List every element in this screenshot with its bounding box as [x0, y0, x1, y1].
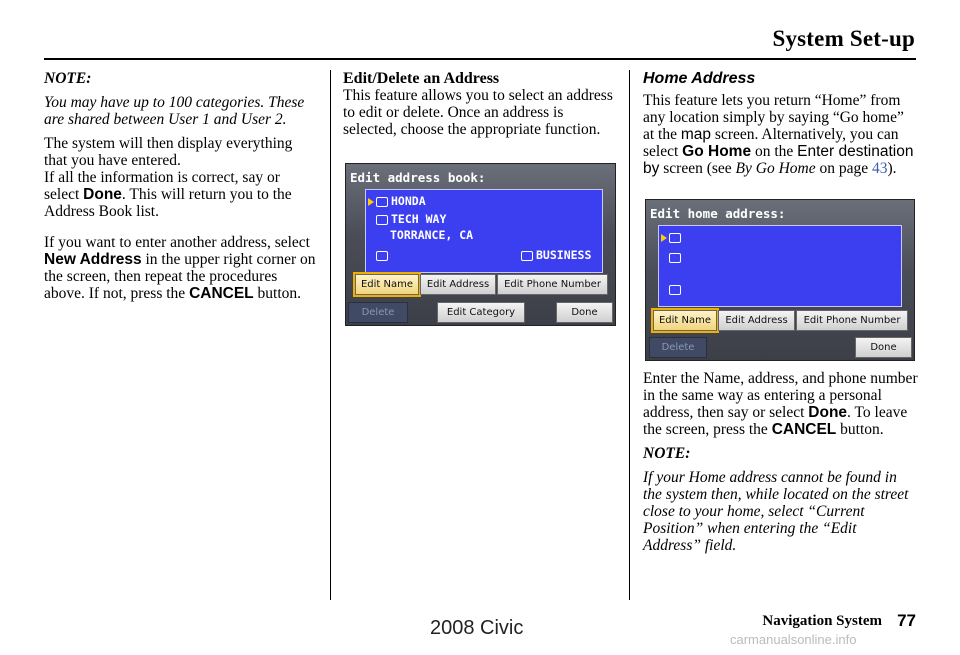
home-address-row[interactable]: [669, 250, 684, 264]
paragraph-home-enter: Enter the Name, address, and phone number in the same way as entering a personal address, then say or select Done. To leave the screen, press the CANCEL button.: [643, 370, 918, 438]
cursor-icon: [661, 234, 667, 242]
done-button[interactable]: Done: [556, 302, 613, 323]
home-icon: [669, 253, 681, 263]
cursor-icon: [368, 198, 374, 206]
home-icon: [376, 215, 388, 225]
paragraph-correct: If all the information is correct, say or select Done. This will return you to the Address Book list.: [44, 169, 292, 220]
done-button[interactable]: Done: [855, 337, 912, 358]
category-icon: [521, 251, 533, 261]
footer-section-name: Navigation System: [762, 613, 882, 629]
screen-title: Edit address book:: [350, 170, 486, 185]
paragraph-another: If you want to enter another address, select New Address in the upper right corner on the screen, then repeat the procedures above. If not, press the CANCEL button.: [44, 234, 316, 302]
home-phone-row[interactable]: [669, 282, 684, 296]
phone-row[interactable]: [376, 248, 391, 262]
phone-icon: [669, 285, 681, 295]
screen-title: Edit home address:: [650, 206, 786, 221]
page-header-title: System Set-up: [772, 26, 915, 51]
edit-name-button[interactable]: Edit Name: [355, 274, 419, 295]
note-title: NOTE:: [44, 70, 92, 87]
column-divider-1: [330, 70, 331, 600]
watermark-site: carmanualsonline.info: [730, 632, 857, 647]
edit-name-button[interactable]: Edit Name: [653, 310, 717, 331]
middle-column: [343, 70, 621, 138]
watermark-text: 2008 Civic: [430, 617, 524, 639]
paragraph-edit-delete: This feature allows you to select an address to edit or delete. Once an address is selected, choose the appropriate function.: [343, 87, 613, 138]
paragraph-entered: The system will then display everything that you have entered.: [44, 135, 293, 169]
edit-address-button[interactable]: Edit Address: [420, 274, 496, 295]
right-column-top: [643, 70, 918, 177]
note-title: NOTE:: [643, 445, 691, 462]
home-name-row[interactable]: [669, 230, 684, 244]
note-text: If your Home address cannot be found in the system then, while located on the street close to your home, select “Current Position” when entering the “Edit Address” field.: [643, 469, 909, 554]
edit-home-address-screen: [645, 199, 915, 361]
header-rule: [44, 58, 916, 60]
address-street-row[interactable]: TECH WAY: [376, 212, 446, 226]
edit-category-button[interactable]: Edit Category: [437, 302, 525, 323]
delete-button[interactable]: Delete: [348, 302, 408, 323]
section-heading-edit-delete: Edit/Delete an Address: [343, 70, 500, 87]
category-row[interactable]: BUSINESS: [521, 248, 591, 262]
phone-icon: [376, 251, 388, 261]
edit-phone-number-button[interactable]: Edit Phone Number: [497, 274, 608, 295]
edit-address-button[interactable]: Edit Address: [718, 310, 795, 331]
home-address-panel: [658, 225, 902, 307]
delete-button[interactable]: Delete: [649, 337, 707, 358]
section-heading-home-address: Home Address: [643, 70, 756, 87]
footer-page-number: 77: [897, 611, 916, 630]
address-name-row[interactable]: HONDA: [376, 194, 426, 208]
column-divider-2: [629, 70, 630, 600]
name-icon: [669, 233, 681, 243]
edit-address-book-screen: [345, 163, 616, 326]
paragraph-home-intro: This feature lets you return “Home” from any location simply by saying “Go home” at the map screen. Alternatively, you can select Go Home on the Enter destination by screen (see By Go Home on page 43).: [643, 92, 914, 177]
edit-phone-number-button[interactable]: Edit Phone Number: [796, 310, 908, 331]
right-column-bottom: [643, 370, 918, 554]
address-city-row: TORRANCE, CA: [390, 228, 474, 242]
address-panel: [365, 189, 603, 273]
note-text: You may have up to 100 categories. These are shared between User 1 and User 2.: [44, 94, 305, 128]
left-column: [44, 68, 319, 302]
name-icon: [376, 197, 388, 207]
page-link[interactable]: 43: [872, 160, 888, 177]
